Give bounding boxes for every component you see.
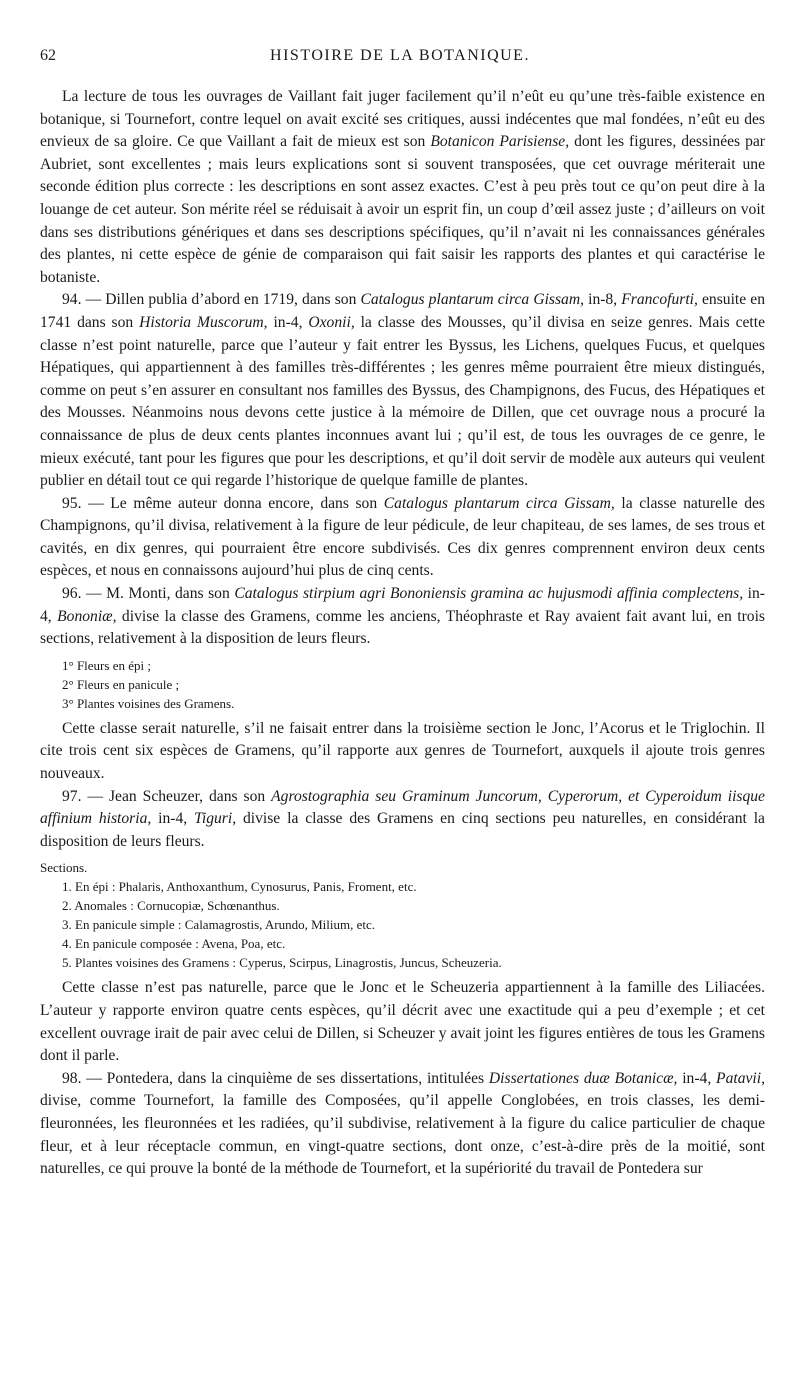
paragraph-95: 95. — Le même auteur donna encore, dans son Catalogus plantarum circa Gissam, la classe naturelle des Champignons, qu’il divisa, relativement à la figure de leur pédicule, de leur chapiteau, de ses lames, de ses trous et cavités, en dix genres, qui pourraient être encore subdivisés. Ces dix genres comprennent environ deux cents espèces, et nous en connaissons aujourd’hui plus de cinq cents. [40,494,765,580]
paragraph-97: 97. — Jean Scheuzer, dans son Agrostographia seu Graminum Juncorum, Cyperorum, et Cyperoidum iisque affinium historia, in-4, Tiguri, divise la classe des Gramens en cinq sections peu naturelles, en considérant la disposition de leurs fleurs. [40,787,765,850]
paragraph-vaillant: La lecture de tous les ouvrages de Vaillant fait juger facilement qu’il n’eût eu qu’une très-faible existence en botanique, si Tournefort, contre lequel on avait excité ses critiques, aussi indécentes que mal fondées, n’eût eu des envieux de sa gloire. Ce que Vaillant a fait de mieux est son Botanicon Parisiense, dont les figures, dessinées par Aubriet, sont excellentes ; mais leurs explications sont si souvent transposées, que cet ouvrage mériterait une seconde édition plus correcte : les descriptions en sont assez exactes. C’est à peu près tout ce qu’on peut dire à la louange de cet auteur. Son mérite réel se réduisait à avoir un esprit fin, un coup d’œil assez juste ; d’ailleurs on voit dans ses distributions génériques et dans ses descriptions spécifiques, qu’il n’avait ni les connaissances générales des plantes, ni cette espèce de génie de comparaison qui fait saisir les rapports des plantes et qui caractérise le botaniste. [40,88,765,286]
list-item: 3. En panicule simple : Calamagrostis, Arundo, Milium, etc. [62,917,376,933]
paragraph-96: 96. — M. Monti, dans son Catalogus stirpium agri Bononiensis gramina ac hujusmodi affinia complectens, in-4, Bononiæ, divise la classe des Gramens, comme les anciens, Théophraste et Ray avaient fait avant lui, en trois sections, relativement à la disposition de leurs fleurs. [40,585,765,648]
list-item: 2. Anomales : Cornucopiæ, Schœnanthus. [62,898,280,914]
list-item: 2° Fleurs en panicule ; [62,676,180,692]
list-item: 3° Plantes voisines des Gramens. [62,695,235,711]
scheuzer-sections-list [40,858,765,972]
list-item: 1. En épi : Phalaris, Anthoxanthum, Cynosurus, Panis, Froment, etc. [62,879,417,895]
monti-sections-list [40,656,765,713]
page-body [40,86,765,1181]
paragraph-97-after: Cette classe n’est pas naturelle, parce que le Jonc et le Scheuzeria appartiennent à la famille des Liliacées. L’auteur y rapporte environ quatre cents espèces, qu’il décrit avec une exactitude qui a peu d’exemple ; et cet excellent ouvrage irait de pair avec celui de Dillen, si Scheuzer y avait joint les figures entières de tous les Gramens dont il parle. [40,979,765,1065]
list-item: 4. En panicule composée : Avena, Poa, etc. [62,936,286,952]
page-header [40,47,760,71]
list-heading: Sections. [40,860,88,876]
page-number: 62 [40,47,56,64]
paragraph-96-after: Cette classe serait naturelle, s’il ne faisait entrer dans la troisième section le Jonc, l’Acorus et le Triglochin. Il cite trois cent six espèces de Gramens, qu’il rapporte aux genres de Tournefort, auxquels il ajoute trois genres nouveaux. [40,719,765,783]
list-item: 1° Fleurs en épi ; [62,657,151,673]
paragraph-98: 98. — Pontedera, dans la cinquième de ses dissertations, intitulées Dissertationes duæ Botanicæ, in-4, Patavii, divise, comme Tournefort, la famille des Composées, qu’il appelle Conglobées, en trois classes, les demi-fleuronnées, les fleuronnées et les radiées, qu’il subdivise, relativement à la figure du calice particulier de chaque fleur, et à leur réceptacle commun, en vingt-quatre sections, dont onze, c’est-à-dire près de la moitié, sont naturelles, ce qui prouve la bonté de la méthode de Tournefort, et la supériorité du travail de Pontedera sur [40,1069,765,1178]
list-item: 5. Plantes voisines des Gramens : Cyperus, Scirpus, Linagrostis, Juncus, Scheuzeria. [62,955,502,971]
paragraph-94: 94. — Dillen publia d’abord en 1719, dans son Catalogus plantarum circa Gissam, in-8, Francofurti, ensuite en 1741 dans son Historia Muscorum, in-4, Oxonii, la classe des Mousses, qu’il divisa en seize genres. Mais cette classe n’est point naturelle, parce que l’auteur y fait entrer les Byssus, les Lichens, quelques Fucus, et quelques Hépatiques, qui appartiennent à des familles très-différentes ; les genres même pourraient être mieux distingués, comme on peut s’en assurer en consultant nos familles des Byssus, des Champignons, des Fucus, des Hépatiques et des Mousses. Néanmoins nous devons cette justice à la mémoire de Dillen, que cet ouvrage nous a procuré la connaissance de plus de deux cents plantes inconnues avant lui ; qu’il est, de tous les ouvrages de ce genre, le mieux exécuté, tant pour les figures que pour les descriptions, et qu’il doit servir de modèle aux auteurs qui veulent publier en détail tout ce qui regarde l’historique de quelque famille de plantes. [40,291,765,490]
running-title: HISTOIRE DE LA BOTANIQUE. [270,47,530,64]
